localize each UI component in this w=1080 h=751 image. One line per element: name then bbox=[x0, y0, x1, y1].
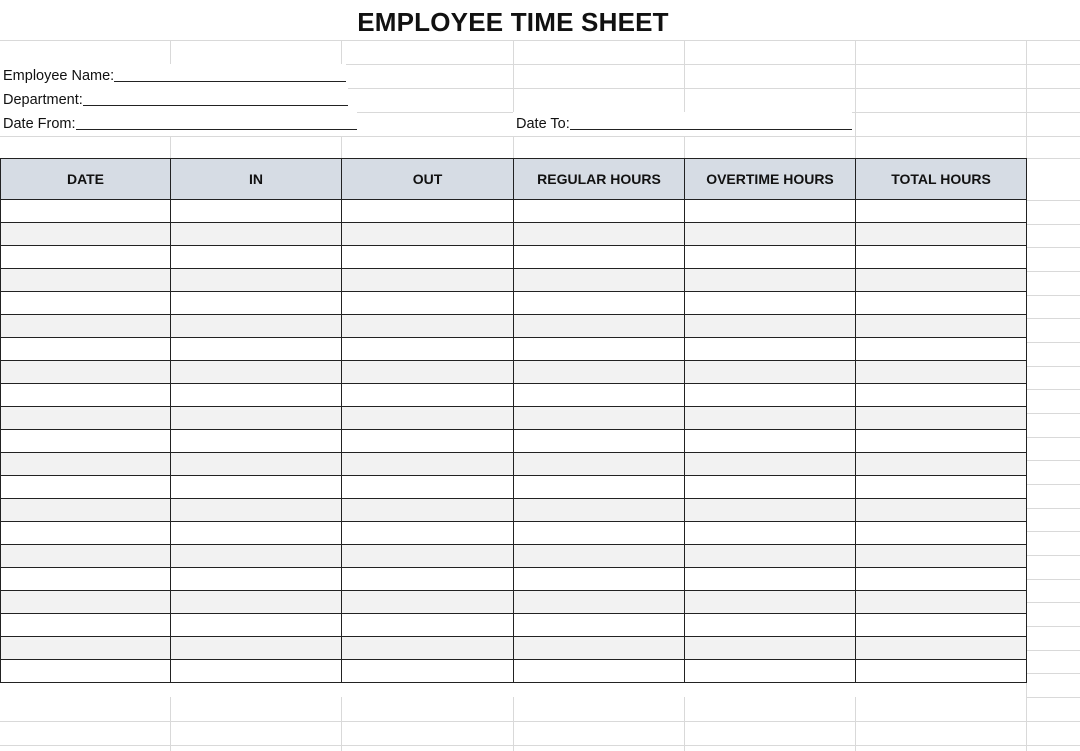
table-cell[interactable] bbox=[171, 269, 342, 292]
table-cell[interactable] bbox=[171, 246, 342, 269]
gridline bbox=[855, 136, 856, 158]
table-cell[interactable] bbox=[685, 522, 856, 545]
table-cell[interactable] bbox=[514, 269, 685, 292]
table-cell[interactable] bbox=[342, 499, 514, 522]
table-row bbox=[1, 315, 1027, 338]
gridline bbox=[1026, 697, 1080, 698]
gridline bbox=[684, 136, 685, 158]
table-cell[interactable] bbox=[856, 660, 1027, 683]
table-cell[interactable] bbox=[1, 407, 171, 430]
table-cell[interactable] bbox=[685, 246, 856, 269]
date-from-label: Date From: bbox=[3, 116, 76, 132]
gridline bbox=[1026, 508, 1080, 509]
gridline bbox=[1026, 579, 1080, 580]
table-cell[interactable] bbox=[171, 476, 342, 499]
gridline bbox=[684, 697, 685, 751]
table-cell[interactable] bbox=[514, 476, 685, 499]
table-cell[interactable] bbox=[342, 223, 514, 246]
table-cell[interactable] bbox=[514, 407, 685, 430]
table-cell[interactable] bbox=[342, 384, 514, 407]
table-cell[interactable] bbox=[171, 338, 342, 361]
gridline bbox=[1026, 40, 1027, 136]
column-header: IN bbox=[171, 159, 342, 200]
table-cell[interactable] bbox=[342, 315, 514, 338]
table-cell[interactable] bbox=[1, 591, 171, 614]
date-to-field[interactable] bbox=[513, 112, 852, 136]
table-cell[interactable] bbox=[856, 522, 1027, 545]
column-header: OVERTIME HOURS bbox=[685, 159, 856, 200]
table-row bbox=[1, 338, 1027, 361]
column-header: REGULAR HOURS bbox=[514, 159, 685, 200]
table-cell[interactable] bbox=[342, 545, 514, 568]
table-cell[interactable] bbox=[1, 430, 171, 453]
employee-name-line[interactable] bbox=[114, 64, 346, 82]
table-row bbox=[1, 591, 1027, 614]
column-header: OUT bbox=[342, 159, 514, 200]
table-cell[interactable] bbox=[171, 315, 342, 338]
table-cell[interactable] bbox=[856, 614, 1027, 637]
table-cell[interactable] bbox=[342, 407, 514, 430]
table-cell[interactable] bbox=[342, 614, 514, 637]
gridline bbox=[513, 697, 514, 751]
table-cell[interactable] bbox=[514, 361, 685, 384]
table-cell[interactable] bbox=[685, 614, 856, 637]
table-cell[interactable] bbox=[856, 476, 1027, 499]
date-from-field[interactable] bbox=[0, 112, 357, 136]
gridline bbox=[170, 40, 171, 64]
table-cell[interactable] bbox=[856, 384, 1027, 407]
table-row bbox=[1, 384, 1027, 407]
table-row bbox=[1, 407, 1027, 430]
table-cell[interactable] bbox=[514, 453, 685, 476]
table-cell[interactable] bbox=[1, 545, 171, 568]
table-cell[interactable] bbox=[856, 292, 1027, 315]
table-cell[interactable] bbox=[685, 499, 856, 522]
table-cell[interactable] bbox=[685, 223, 856, 246]
table-cell[interactable] bbox=[856, 338, 1027, 361]
table-cell[interactable] bbox=[1, 499, 171, 522]
table-cell[interactable] bbox=[342, 338, 514, 361]
table-cell[interactable] bbox=[685, 269, 856, 292]
gridline bbox=[1026, 318, 1080, 319]
table-cell[interactable] bbox=[856, 453, 1027, 476]
table-row bbox=[1, 637, 1027, 660]
table-cell[interactable] bbox=[685, 637, 856, 660]
sheet-title: EMPLOYEE TIME SHEET bbox=[357, 7, 669, 37]
gridline bbox=[1026, 271, 1080, 272]
table-cell[interactable] bbox=[514, 614, 685, 637]
gridline bbox=[1026, 295, 1080, 296]
table-cell[interactable] bbox=[1, 453, 171, 476]
table-cell[interactable] bbox=[685, 292, 856, 315]
table-cell[interactable] bbox=[856, 568, 1027, 591]
table-cell[interactable] bbox=[514, 315, 685, 338]
table-cell[interactable] bbox=[1, 522, 171, 545]
table-cell[interactable] bbox=[171, 522, 342, 545]
table-cell[interactable] bbox=[1, 223, 171, 246]
table-cell[interactable] bbox=[856, 200, 1027, 223]
table-cell[interactable] bbox=[685, 200, 856, 223]
table-cell[interactable] bbox=[514, 246, 685, 269]
gridline bbox=[1026, 366, 1080, 367]
table-cell[interactable] bbox=[1, 568, 171, 591]
department-label: Department: bbox=[3, 92, 83, 108]
table-cell[interactable] bbox=[514, 200, 685, 223]
table-cell[interactable] bbox=[171, 660, 342, 683]
table-cell[interactable] bbox=[342, 660, 514, 683]
table-cell[interactable] bbox=[856, 430, 1027, 453]
table-cell[interactable] bbox=[342, 568, 514, 591]
gridline bbox=[1026, 460, 1080, 461]
table-cell[interactable] bbox=[171, 453, 342, 476]
table-row bbox=[1, 223, 1027, 246]
table-cell[interactable] bbox=[1, 200, 171, 223]
gridline bbox=[0, 745, 1080, 746]
table-row bbox=[1, 269, 1027, 292]
gridline bbox=[1026, 626, 1080, 627]
gridline bbox=[1026, 342, 1080, 343]
gridline bbox=[170, 697, 171, 751]
table-cell[interactable] bbox=[514, 591, 685, 614]
table-cell[interactable] bbox=[342, 430, 514, 453]
gridline bbox=[1026, 602, 1080, 603]
table-cell[interactable] bbox=[685, 338, 856, 361]
table-cell[interactable] bbox=[685, 384, 856, 407]
table-cell[interactable] bbox=[171, 361, 342, 384]
table-row bbox=[1, 660, 1027, 683]
table-cell[interactable] bbox=[1, 292, 171, 315]
table-cell[interactable] bbox=[685, 453, 856, 476]
table-cell[interactable] bbox=[685, 568, 856, 591]
table-cell[interactable] bbox=[342, 591, 514, 614]
table-row bbox=[1, 568, 1027, 591]
table-cell[interactable] bbox=[685, 545, 856, 568]
date-to-line[interactable] bbox=[570, 112, 852, 130]
table-cell[interactable] bbox=[342, 522, 514, 545]
table-row bbox=[1, 545, 1027, 568]
table-cell[interactable] bbox=[342, 246, 514, 269]
table-cell[interactable] bbox=[856, 361, 1027, 384]
table-row bbox=[1, 200, 1027, 223]
table-cell[interactable] bbox=[1, 338, 171, 361]
table-cell[interactable] bbox=[514, 545, 685, 568]
department-line[interactable] bbox=[83, 88, 348, 106]
table-cell[interactable] bbox=[685, 361, 856, 384]
gridline bbox=[1026, 555, 1080, 556]
table-cell[interactable] bbox=[1, 269, 171, 292]
table-row bbox=[1, 476, 1027, 499]
table-row bbox=[1, 361, 1027, 384]
table-cell[interactable] bbox=[171, 200, 342, 223]
table-cell[interactable] bbox=[171, 545, 342, 568]
table-cell[interactable] bbox=[685, 476, 856, 499]
table-cell[interactable] bbox=[171, 223, 342, 246]
table-cell[interactable] bbox=[171, 292, 342, 315]
table-row bbox=[1, 453, 1027, 476]
gridline bbox=[0, 136, 1080, 137]
table-row bbox=[1, 292, 1027, 315]
table-cell[interactable] bbox=[514, 223, 685, 246]
table-cell[interactable] bbox=[514, 384, 685, 407]
gridline bbox=[341, 697, 342, 751]
employee-name-field[interactable] bbox=[0, 64, 346, 88]
gridline bbox=[1026, 650, 1080, 651]
table-cell[interactable] bbox=[171, 407, 342, 430]
table-cell[interactable] bbox=[514, 499, 685, 522]
table-cell[interactable] bbox=[342, 200, 514, 223]
table-cell[interactable] bbox=[342, 361, 514, 384]
table-cell[interactable] bbox=[171, 637, 342, 660]
table-cell[interactable] bbox=[514, 292, 685, 315]
table-cell[interactable] bbox=[856, 407, 1027, 430]
table-cell[interactable] bbox=[856, 591, 1027, 614]
table-cell[interactable] bbox=[342, 637, 514, 660]
table-cell[interactable] bbox=[514, 430, 685, 453]
table-cell[interactable] bbox=[514, 522, 685, 545]
table-cell[interactable] bbox=[1, 614, 171, 637]
table-cell[interactable] bbox=[514, 637, 685, 660]
table-cell[interactable] bbox=[171, 568, 342, 591]
gridline bbox=[1026, 673, 1080, 674]
gridline bbox=[0, 721, 1080, 722]
table-cell[interactable] bbox=[856, 315, 1027, 338]
table-cell[interactable] bbox=[685, 660, 856, 683]
table-cell[interactable] bbox=[1, 476, 171, 499]
table-cell[interactable] bbox=[514, 568, 685, 591]
table-cell[interactable] bbox=[685, 407, 856, 430]
gridline bbox=[0, 40, 1080, 41]
table-cell[interactable] bbox=[856, 223, 1027, 246]
table-cell[interactable] bbox=[856, 499, 1027, 522]
table-cell[interactable] bbox=[342, 292, 514, 315]
gridline bbox=[1026, 158, 1080, 159]
gridline bbox=[1026, 531, 1080, 532]
date-from-line[interactable] bbox=[76, 112, 357, 130]
date-to-label: Date To: bbox=[516, 116, 570, 132]
table-cell[interactable] bbox=[171, 499, 342, 522]
employee-name-label: Employee Name: bbox=[3, 68, 115, 84]
table-row bbox=[1, 430, 1027, 453]
gridline bbox=[1026, 224, 1080, 225]
department-field[interactable] bbox=[0, 88, 348, 112]
gridline bbox=[855, 40, 856, 136]
gridline bbox=[1026, 437, 1080, 438]
table-row bbox=[1, 246, 1027, 269]
timesheet-table bbox=[0, 158, 1027, 683]
table-cell[interactable] bbox=[342, 269, 514, 292]
gridline bbox=[341, 136, 342, 158]
table-cell[interactable] bbox=[171, 614, 342, 637]
table-cell[interactable] bbox=[171, 430, 342, 453]
table-cell[interactable] bbox=[514, 338, 685, 361]
table-row bbox=[1, 522, 1027, 545]
gridline bbox=[1026, 389, 1080, 390]
table-cell[interactable] bbox=[171, 591, 342, 614]
table-cell[interactable] bbox=[171, 384, 342, 407]
gridline bbox=[1026, 413, 1080, 414]
table-row bbox=[1, 614, 1027, 637]
column-header: TOTAL HOURS bbox=[856, 159, 1027, 200]
table-cell[interactable] bbox=[342, 453, 514, 476]
gridline bbox=[855, 697, 856, 751]
table-cell[interactable] bbox=[1, 660, 171, 683]
table-cell[interactable] bbox=[514, 660, 685, 683]
table-cell[interactable] bbox=[685, 430, 856, 453]
table-cell[interactable] bbox=[856, 269, 1027, 292]
column-header: DATE bbox=[1, 159, 171, 200]
table-cell[interactable] bbox=[856, 545, 1027, 568]
table-row bbox=[1, 499, 1027, 522]
table-cell[interactable] bbox=[1, 315, 171, 338]
table-cell[interactable] bbox=[1, 246, 171, 269]
table-cell[interactable] bbox=[856, 637, 1027, 660]
gridline bbox=[1026, 484, 1080, 485]
table-cell[interactable] bbox=[1, 637, 171, 660]
table-cell[interactable] bbox=[342, 476, 514, 499]
table-cell[interactable] bbox=[1, 384, 171, 407]
gridline bbox=[170, 136, 171, 158]
table-cell[interactable] bbox=[1, 361, 171, 384]
table-cell[interactable] bbox=[685, 315, 856, 338]
gridline bbox=[341, 40, 342, 64]
table-cell[interactable] bbox=[856, 246, 1027, 269]
header-row bbox=[1, 159, 1027, 200]
gridline bbox=[1026, 200, 1080, 201]
table-cell[interactable] bbox=[685, 591, 856, 614]
gridline bbox=[1026, 247, 1080, 248]
gridline bbox=[513, 136, 514, 158]
